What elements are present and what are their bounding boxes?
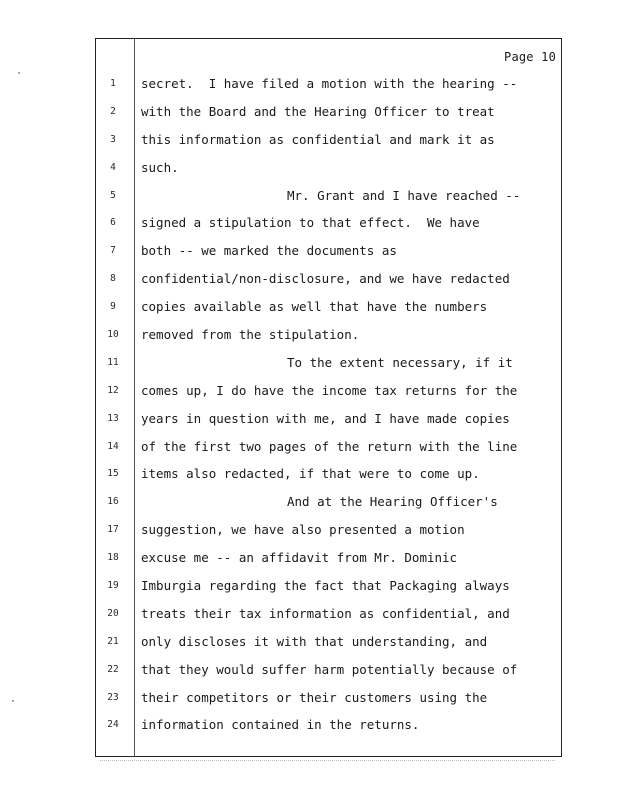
- line-number: 4: [110, 161, 116, 173]
- transcript-line: excuse me -- an affidavit from Mr. Dominic: [141, 550, 458, 566]
- line-number: 20: [107, 607, 119, 619]
- line-number: 19: [107, 580, 119, 592]
- line-number-margin-rule: [134, 38, 135, 757]
- transcript-line: treats their tax information as confidential, and: [141, 605, 510, 621]
- transcript-line: items also redacted, if that were to come up.: [141, 466, 480, 482]
- transcript-line: removed from the stipulation.: [141, 327, 360, 343]
- transcript-line: years in question with me, and I have made copies: [141, 410, 510, 426]
- transcript-body: [141, 75, 556, 744]
- transcript-line: Imburgia regarding the fact that Packaging always: [141, 578, 510, 594]
- page-number: Page 10: [504, 50, 556, 64]
- line-number: 16: [107, 496, 119, 508]
- line-number-column: [98, 75, 128, 744]
- line-number: 18: [107, 552, 119, 564]
- line-number: 2: [110, 105, 116, 117]
- transcript-line: Mr. Grant and I have reached --: [287, 187, 521, 203]
- transcript-line: signed a stipulation to that effect. We have: [141, 215, 480, 231]
- line-number: 11: [107, 356, 119, 368]
- scan-speck: [18, 72, 20, 74]
- line-number: 13: [107, 412, 119, 424]
- transcript-line: only discloses it with that understanding, and: [141, 633, 488, 649]
- line-number: 6: [110, 217, 116, 229]
- line-number: 17: [107, 524, 119, 536]
- transcript-line: with the Board and the Hearing Officer to treat: [141, 103, 495, 119]
- line-number: 8: [110, 273, 116, 285]
- line-number: 5: [110, 189, 116, 201]
- line-number: 14: [107, 440, 119, 452]
- transcript-line: To the extent necessary, if it: [287, 354, 513, 370]
- line-number: 23: [107, 691, 119, 703]
- line-number: 3: [110, 133, 116, 145]
- transcript-line: And at the Hearing Officer's: [287, 494, 498, 510]
- scan-noise-line: [100, 760, 555, 764]
- transcript-line: suggestion, we have also presented a motion: [141, 522, 465, 538]
- transcript-line: that they would suffer harm potentially because of: [141, 661, 518, 677]
- line-number: 10: [107, 329, 119, 341]
- transcript-line: their competitors or their customers using the: [141, 689, 488, 705]
- line-number: 24: [107, 719, 119, 731]
- line-number: 15: [107, 468, 119, 480]
- transcript-line: this information as confidential and mark it as: [141, 131, 495, 147]
- transcript-line: of the first two pages of the return with the line: [141, 438, 518, 454]
- line-number: 21: [107, 635, 119, 647]
- transcript-line: both -- we marked the documents as: [141, 243, 397, 259]
- transcript-line: comes up, I do have the income tax returns for the: [141, 382, 518, 398]
- line-number: 7: [110, 245, 116, 257]
- transcript-line: secret. I have filed a motion with the hearing --: [141, 76, 518, 91]
- line-number: 22: [107, 663, 119, 675]
- line-number: 9: [110, 301, 116, 313]
- line-number: 12: [107, 384, 119, 396]
- scan-speck: [12, 700, 14, 702]
- transcript-line: copies available as well that have the numbers: [141, 299, 488, 315]
- transcript-line: information contained in the returns.: [141, 717, 420, 733]
- transcript-line: such.: [141, 159, 179, 175]
- line-number: 1: [110, 78, 116, 89]
- transcript-line: confidential/non-disclosure, and we have redacted: [141, 271, 510, 287]
